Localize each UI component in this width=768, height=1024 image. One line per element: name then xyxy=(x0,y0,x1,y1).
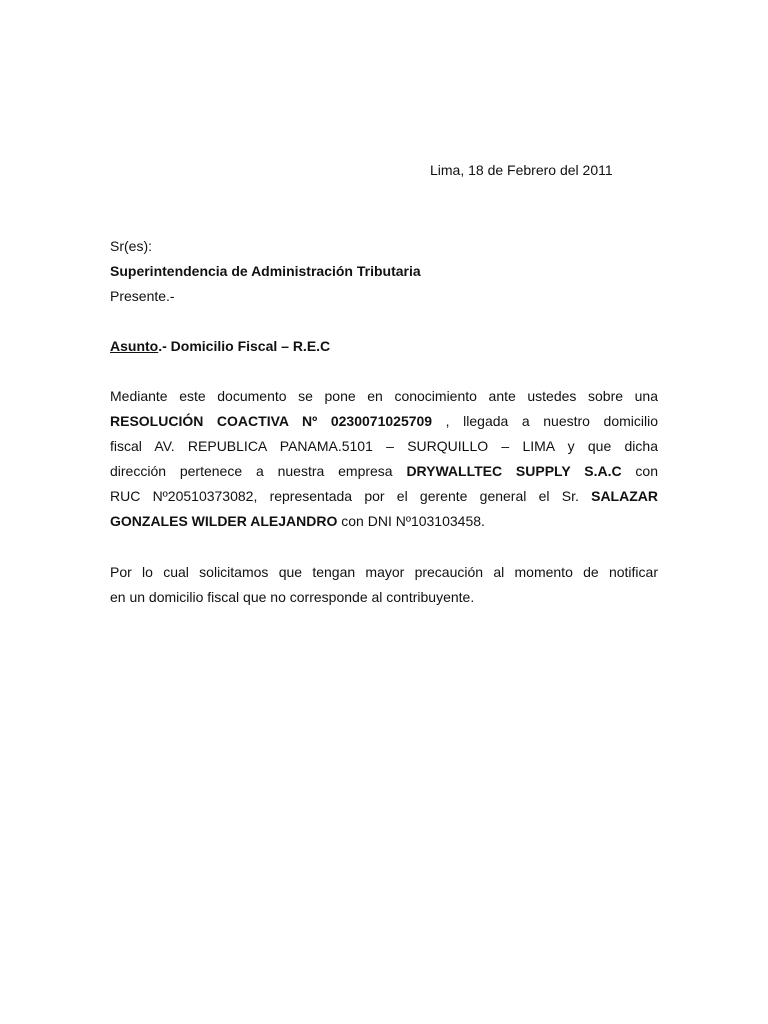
paragraph-text: , llegada a nuestro domicilio xyxy=(432,413,658,429)
subject-label: Asunto xyxy=(110,338,159,354)
paragraph-text: con DNI Nº103103458. xyxy=(337,513,485,529)
paragraph-line xyxy=(110,409,658,434)
resolution-number: RESOLUCIÓN COACTIVA Nº 0230071025709 xyxy=(110,413,433,429)
recipient-name: Superintendencia de Administración Tributaria xyxy=(110,263,421,279)
manager-name: GONZALES WILDER ALEJANDRO xyxy=(110,513,338,529)
presente-line: Presente.- xyxy=(110,288,175,304)
paragraph-line: Mediante este documento se pone en conocimiento ante ustedes sobre una xyxy=(110,388,658,404)
paragraph-text: dirección pertenece a nuestra empresa xyxy=(110,463,407,479)
body-paragraph-1 xyxy=(110,384,658,534)
paragraph-line: en un domicilio fiscal que no corresponde al contribuyente. xyxy=(110,589,475,605)
paragraph-line: Por lo cual solicitamos que tengan mayor precaución al momento de notificar xyxy=(110,564,658,580)
subject-text: Domicilio Fiscal – R.E.C xyxy=(170,338,331,354)
salutation: Sr(es): xyxy=(110,238,152,254)
paragraph-text: RUC Nº20510373082, representada por el gerente general el Sr. xyxy=(110,488,592,504)
company-name: DRYWALLTEC SUPPLY S.A.C xyxy=(406,463,622,479)
paragraph-line xyxy=(110,459,658,484)
body-paragraph-2 xyxy=(110,560,658,610)
paragraph-line xyxy=(110,484,658,509)
letter-date: Lima, 18 de Febrero del 2011 xyxy=(430,162,613,178)
paragraph-line xyxy=(110,509,658,534)
manager-surname: SALAZAR xyxy=(591,488,658,504)
subject-line xyxy=(110,334,658,359)
paragraph-text: con xyxy=(621,463,658,479)
paragraph-line: fiscal AV. REPUBLICA PANAMA.5101 – SURQUILLO – LIMA y que dicha xyxy=(110,438,658,454)
subject-separator: .- xyxy=(158,338,171,354)
recipient-block xyxy=(110,234,658,309)
